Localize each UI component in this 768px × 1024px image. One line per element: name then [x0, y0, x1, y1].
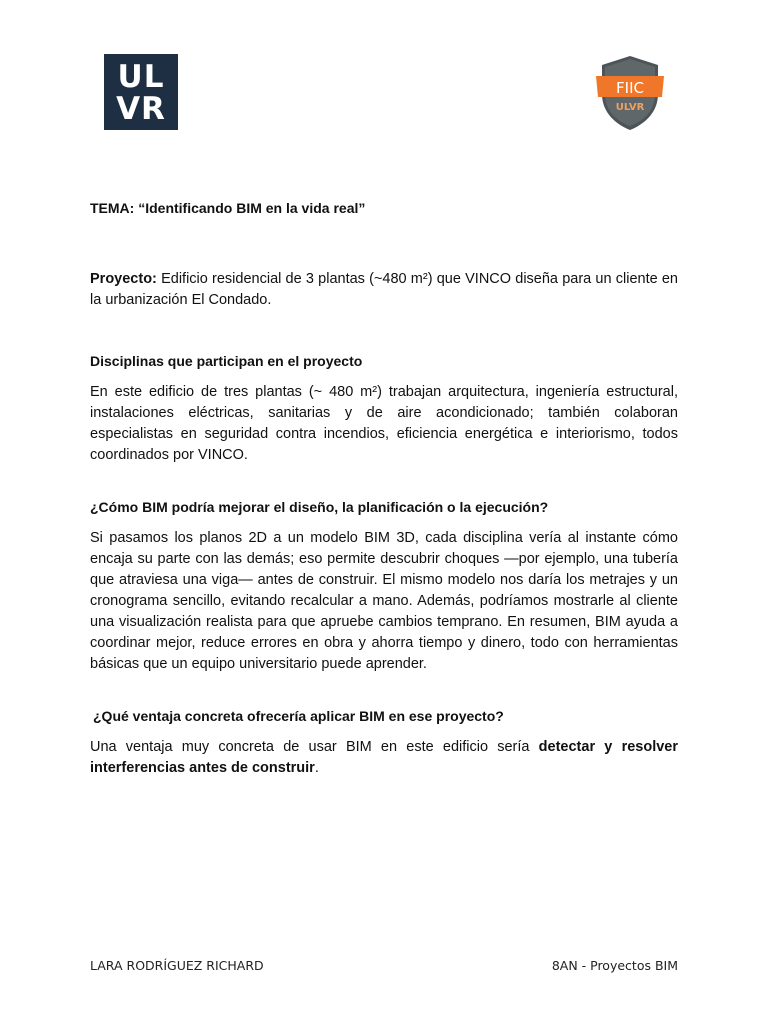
section-body-advantage	[90, 737, 678, 779]
ulvr-logo	[104, 54, 178, 130]
fiic-label: FIIC	[616, 79, 644, 97]
page-footer	[90, 958, 678, 973]
advantage-text-start: Una ventaja muy concreta de usar BIM en este edificio sería	[90, 739, 539, 755]
section-heading-disciplines: Disciplinas que participan en el proyecto	[90, 353, 363, 369]
section-body-bim-improvement: Si pasamos los planos 2D a un modelo BIM 3D, cada disciplina vería al instante cómo encaja su parte con las demás; eso permite descubrir choques —por ejemplo, una tubería que atraviesa una viga— antes de construir. El mismo modelo nos daría los metrajes y un cronograma sencillo, evitando recalcular a mano. Además, podríamos mostrarle al cliente una visualización realista para que apruebe cambios temprano. En resumen, BIM ayuda a coordinar mejor, reduce errores en obra y ahorra tiempo y dinero, todo con herramientas básicas que un equipo universitario puede aprender.	[90, 530, 678, 672]
topic-title: TEMA: “Identificando BIM en la vida real”	[90, 200, 366, 216]
section-heading-advantage: ¿Qué ventaja concreta ofrecería aplicar BIM en ese proyecto?	[93, 708, 504, 724]
section-body-disciplines: En este edificio de tres plantas (~ 480 m²) trabajan arquitectura, ingeniería estructural, instalaciones eléctricas, sanitarias y de aire acondicionado; también colaboran especialistas en seguridad contra incendios, eficiencia energética e interiorismo, todos coordinados por VINCO.	[90, 384, 678, 463]
footer-course: 8AN - Proyectos BIM	[551, 958, 678, 973]
project-text: Edificio residencial de 3 plantas (~480 m²) que VINCO diseña para un cliente en la urbanización El Condado.	[90, 271, 678, 308]
advantage-text-end: .	[314, 760, 319, 776]
document-body	[90, 198, 678, 779]
fiic-shield-logo	[592, 54, 668, 132]
project-paragraph	[90, 269, 678, 311]
advantage-text-bold: detectar y resolver interferencias antes de construir	[90, 739, 678, 776]
section-heading-bim-improvement: ¿Cómo BIM podría mejorar el diseño, la planificación o la ejecución?	[90, 499, 549, 515]
ulvr-sub-label: ULVR	[615, 102, 645, 113]
footer-author: LARA RODRÍGUEZ RICHARD	[90, 958, 264, 973]
logo-line-1: UL	[117, 59, 165, 95]
project-label: Proyecto:	[90, 271, 157, 287]
logo-line-2: VR	[116, 91, 166, 127]
